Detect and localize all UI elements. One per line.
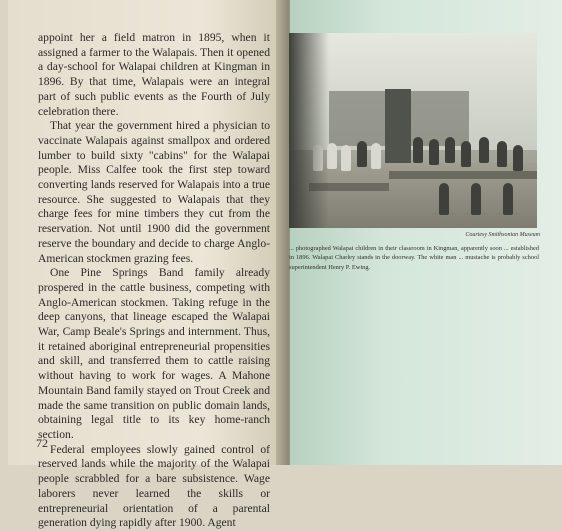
photo-credit: Courtesy Smithsonian Museum	[465, 232, 540, 238]
paragraph: appoint her a field matron in 1895, when it assigned a farmer to the Walapais. Then it opened a day-school for Walapai children at Kingman in 1896. By that time, Walapais were an integral part of such public events as the Fourth of July celebration there.	[38, 31, 270, 118]
paragraph: Federal employees slowly gained control of reserved lands while the majority of the Walapai people scrabbled for a bare subsistence. Wage laborers never learned the skills or entrepreneurial orientation of a parental generation dying rapidly after 1900. Agent	[38, 442, 270, 530]
left-page-body-text	[38, 31, 270, 531]
photo-caption: ... photographed Walapai children in their classroom in Kingman, apparently soon ... established in 1896. Walapai Charley stands in the doorway. The white man ... mustache is probably school superintendent Henry P. Ewing.	[289, 245, 539, 271]
page-number: 72	[36, 436, 48, 450]
paragraph: That year the government hired a physician to vaccinate Walapais against smallpox and ordered lumber to build sixty "cabins" for the Walapai people. Miss Calfee took the first step toward converting lands reserved for Walapais into a true resource. She suggested to Walapais that they charge fees for mine timbers they cut from the reservation. Not until 1900 did the government reserve the boundary and decide to charge Anglo-American stockmen grazing fees.	[38, 119, 270, 265]
doorway	[385, 89, 411, 169]
paragraph: One Pine Springs Band family already prospered in the cattle business, competing with Anglo-American stockmen. Taking refuge in the deep canyons, that lineage escaped the Walapai War, Camp Beale's Springs and internment. Thus, it retained aboriginal entrepreneurial propensities and skill, and transferred them to cattle raising without having to work for wages. A Mahone Mountain Band family stayed on Trout Creek and made the same transition on public domain lands, obtaining legal title to its key home-ranch section.	[38, 266, 270, 441]
classroom-photograph	[289, 33, 537, 228]
